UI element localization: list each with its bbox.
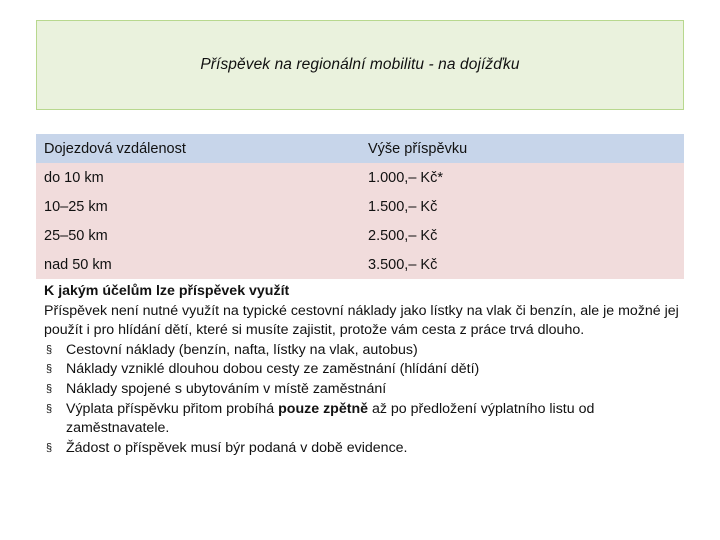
table-row	[36, 163, 684, 192]
section-bullet-icon: §	[46, 382, 53, 395]
title-box	[36, 20, 684, 110]
page-title: Příspěvek na regionální mobilitu - na dojížďku	[200, 56, 520, 73]
list-item	[44, 380, 684, 400]
list-item-text-start: Výplata příspěvku přitom probíhá	[66, 400, 279, 417]
usage-section	[44, 282, 684, 458]
distance-cell: do 10 km	[44, 169, 104, 186]
column-header-amount: Výše příspěvku	[368, 140, 468, 157]
distance-cell: nad 50 km	[44, 256, 112, 273]
table-row	[36, 250, 684, 279]
amount-cell: 3.500,– Kč	[368, 256, 438, 273]
list-item-text: Náklady spojené s ubytováním v místě zaměstnání	[66, 380, 387, 397]
amount-cell: 1.500,– Kč	[368, 198, 438, 215]
list-item-text: Cestovní náklady (benzín, nafta, lístky na vlak, autobus)	[66, 341, 418, 358]
amount-cell: 2.500,– Kč	[368, 227, 438, 244]
list-item-text-end: až po předložení výplatního listu od zaměstnavatele.	[66, 400, 595, 437]
section-paragraph: Příspěvek není nutné využít na typické cestovní náklady jako lístky na vlak či benzín, ale je možné jej použít i pro hlídání dětí, které si musíte zajistit, protože vám cesta z práce trvá dlouho.	[44, 302, 679, 339]
usage-list	[44, 341, 684, 459]
list-item-text: Náklady vzniklé dlouhou dobou cesty ze zaměstnání (hlídání dětí)	[66, 361, 480, 378]
table-row	[36, 192, 684, 221]
list-item	[44, 341, 684, 361]
distance-cell: 25–50 km	[44, 227, 108, 244]
column-header-distance: Dojezdová vzdálenost	[44, 140, 186, 157]
list-item-text: Žádost o příspěvek musí býr podaná v době evidence.	[66, 439, 408, 456]
list-item	[44, 400, 684, 439]
list-item	[44, 439, 684, 459]
section-bullet-icon: §	[46, 402, 53, 415]
section-bullet-icon: §	[46, 343, 53, 356]
section-bullet-icon: §	[46, 441, 53, 454]
section-bullet-icon: §	[46, 363, 53, 376]
section-heading: K jakým účelům lze příspěvek využít	[44, 283, 290, 299]
distance-cell: 10–25 km	[44, 198, 108, 215]
table-row	[36, 221, 684, 250]
contribution-table	[36, 134, 684, 279]
amount-cell: 1.000,– Kč*	[368, 169, 443, 186]
list-item-emphasis: pouze zpětně	[278, 400, 368, 417]
list-item	[44, 360, 684, 380]
table-header-row	[36, 134, 684, 163]
